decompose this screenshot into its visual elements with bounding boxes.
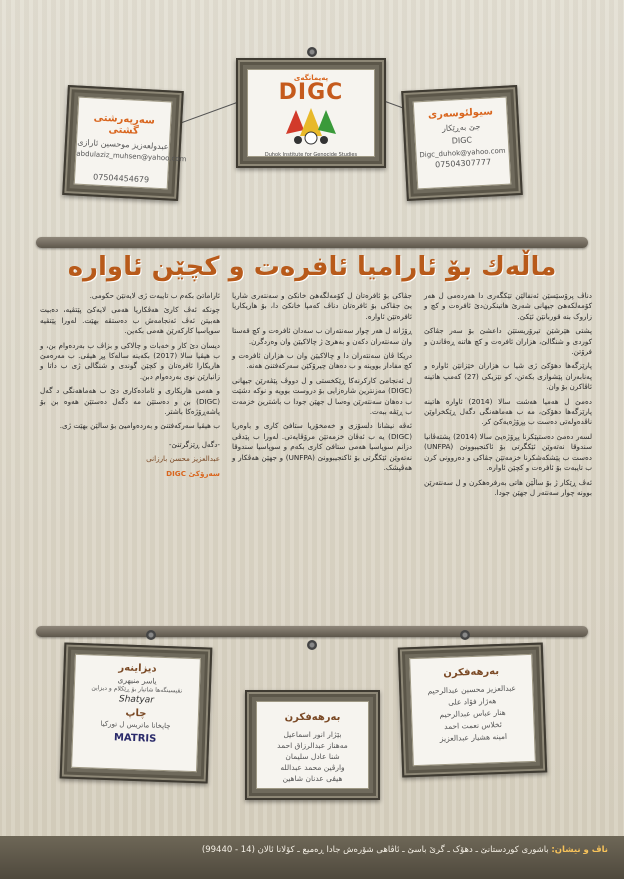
article-column-right (424, 291, 592, 611)
contact-frame-right (401, 85, 523, 201)
credit-line: هنار عباس عبدالرحیم (439, 707, 506, 720)
hook-icon (307, 47, 317, 57)
logo-small-text: پەیمانگەی (293, 74, 329, 82)
paragraph: ڕۆژانە ل هەر چوار سەنتەران ب سەدان ئافرەت و کچ قەستا وان سەنتەران دکەن و بەهرێ ژ چالاکیێن وان وەردگرن. (232, 326, 412, 346)
footer-label: ناڤ و نیشان: (551, 845, 608, 855)
credit-line: ئخلاس نعمت احمد (444, 719, 503, 731)
article-column-middle (232, 291, 412, 611)
logo-frame (236, 58, 386, 168)
credit-line: بێژار انور اسماعیل (283, 730, 342, 739)
paragraph: دریکا ڤان سەنتەران دا و چالاکیێن وان ب هزاران ئافرەت و کچ مفادار بووینە و ب دەهان چیرۆکێن سەرکەفتنێ هەنە. (232, 351, 412, 371)
footer-address (0, 845, 608, 855)
paragraph: ل ئەنجامێ کارکرنەکا ڕێکخستی و ل دووڤ پێڤەرێن جیهانی (DIGC) مەزنترین شارەزایی بۆ دروست بوویە و نوکە دشێت ب دەهان سەنتەرێن وەسا ل جهێن جودا ب باشترین خزمەت ب ڕێڤە ببەت. (232, 375, 412, 417)
paragraph: جڤاکی بۆ ئافرەتان ل کۆمەلگەهێ خانکێ و سەنتەری شاریا یێ جڤاکی بۆ ئافرەتان دناڤ کەمپا خانکێ دا، بۆ هاریکاریا ئافرەتێن ئاوارە. (232, 291, 412, 321)
supervisor-phone: 07504454679 (92, 172, 150, 185)
paragraph: ئەڤ ڕێکار ژ بۆ ساڵێن هاتی بەرفرەهکرن و ل سەنتەرێن بوونە چوار سەنتەر ل جهێن جودا. (424, 477, 592, 497)
divider-bar-bottom (36, 626, 588, 637)
paragraph: پشتی هێرشێن تیرۆریستێن داعشێ بۆ سەر جڤاکێ کوردی و شنگالێ، هزاران ئافرەت و کچ هاتنە ڕەڤاندن و فرۆتن. (424, 326, 592, 357)
credit-line: مەهناز عبدالرزاق احمد (277, 741, 348, 750)
paragraph: دەمێ ل هەمیا هەشت سالا (2014) ئاوارە هاتینە پارێزگەها دهۆکێ، مە ب هەماهەنگی دگەل ڕێکخراوێن ناڤدەولەتی دەست ب پڕۆژەیەکێ کر. (424, 396, 592, 427)
hook-icon (460, 630, 470, 640)
paragraph: ئەڤە نیشانا دلسۆزی و خەمخۆریا ستافێ کاری و باوەریا (DIGC) یە ب ئەڤان خزمەتێن مرۆڤایەتی. لەورا ب پێدڤی دزانم سوپاسیا هەمی ستافێ کاری بکەم و سوپاسیا سندوقا نەتەوێن ئێکگرتی بۆ ئاکنجیبوونێ (UNFPA) و جهێن هەڤکار و هەڤپشک. (232, 421, 412, 473)
credits-title: بەرهەفکرن (284, 712, 341, 723)
credit-line: وارڤین محمد عبدالله (280, 763, 345, 772)
signature-name: عبدالعزیز محسن بارزانی (146, 454, 220, 464)
credits-frame-right (398, 643, 547, 778)
printer-name: چاپخانا ماتریس ل تورکیا (100, 719, 171, 731)
credits-title: بەرهەفکرن (443, 666, 500, 679)
paragraph: ئاراماتێ بکەم ب تایبەت ژی لایەنێن حکومی. (89, 291, 220, 300)
editor-name: جێ بەڕێکار (441, 122, 481, 134)
paragraph: پارێزگەها دهۆکێ ژی شیا ب هزاران خێزانێن ئاوارە و پەنابەران پێشوازی بکەتن، کو نێزیکی (27) کەمپ هاتینە ئاڤاکرن بۆ وان. (424, 361, 592, 392)
signature-greeting: -دگەل ڕێزگرتنێ- (168, 439, 220, 449)
divider-bar-top (36, 237, 588, 248)
print-title: چاپ (125, 707, 147, 720)
credit-line: شنا عادل سلیمان (285, 752, 340, 761)
matris-logo: MATRIS (113, 732, 157, 745)
article-headline: ماڵەك بۆ ئاراميا ئافرەت و كچێن ئاوارە (67, 252, 557, 282)
supervisor-name: عبدولعەزیز موحسین ئارازی (77, 137, 169, 152)
paragraph: و هەمی هاریکاری و ئامادەکاری دێ ب هەماهەنگی د گەل (DIGC) بن و دەستێن مە دگەل دەستێن هەوە بن بۆ پاشەڕۆژەکا باشتر. (40, 386, 220, 417)
editor-email: Digc_duhok@yahoo.com (419, 146, 506, 160)
paragraph: لسەر دەمێ دەستپێکرنا پڕۆژەیێ سالا (2014) پشتەڤانیا سندوقا نەتەوێن ئێکگرتی بۆ ئاکنجیبوونێ (UNFPA) دەست ب پێشکەشکرنا خزمەتێن جڤاکی و دەروونی کرن ب تایبەت بۆ ئافرەت و کچێن ئاوارە. (424, 431, 593, 473)
editor-org: DIGC (451, 135, 473, 146)
paragraph: دناڤ پرۆسێسێن ئەنفالێن تێکگەری دا هەردەمی ل هەر کۆمەلکەهێ جیهانی شەرێ هاتینکرن‌دێ ئافرەت و کچ و زاروک بنە قوربانێن ئێکێ. (424, 291, 592, 321)
footer-address-text: باشوری کوردستانێ ـ دهۆک ـ گرێ باسێ ـ ئاڤاهی شۆرەش جادا ڕەمیع ـ کۆلانا ئالان (14 - 99440) (201, 845, 549, 855)
logo-title: DIGC (278, 80, 344, 105)
studio-logo: Shatyar (118, 694, 155, 706)
designer-title: دیزاینەر (118, 662, 157, 675)
supervisor-email: abdulaziz_muhsen@yahoo.com (76, 149, 187, 164)
logo-subtitle: Duhok Institute for Genocide Studies (264, 152, 358, 158)
designer-name: یاسر منیهری (117, 675, 157, 686)
paragraph: دیسان دێ کار و خەبات و چالاکی و بزاڤ ب بەردەوام بن، و ب هیڤیا سالا (2017) بکەینە سالەکا پڕ هیڤی. ب مەرەمێ هاریکارا ئافرەتان و کچێن گوندی و شنگالی ژی ب داتا و زانیارێن نوی بەردەوام دبن. (40, 340, 220, 381)
designer-subtitle: نڤیسینگەها شاتیار بۆ ڕێکلام و دیزاین (91, 684, 183, 695)
paragraph: ب هیڤیا سەرکەفتنێ و بەردەوامیێ بۆ سالێن بهێت ژی. (59, 421, 220, 431)
supervisor-title: سەرپەرشتی گشتی (93, 112, 156, 137)
credits-frame-middle (245, 690, 380, 800)
hook-icon (146, 630, 156, 640)
editor-phone: 07504307777 (434, 157, 492, 170)
credit-line: هەژار فۆاد علی (447, 696, 497, 707)
signature-role: سەرۆکێ DIGC (166, 468, 220, 478)
editor-title: سیولئوسەری (427, 106, 494, 121)
credits-frame-left (60, 642, 213, 783)
credit-line: عبدالعزیز محسین عبدالرحیم (427, 683, 517, 696)
contact-frame-left (62, 85, 187, 201)
digc-logo-icon (276, 106, 346, 148)
footer-bar (0, 836, 624, 879)
credit-line: امینە هشیار عبدالعزیز (439, 731, 508, 744)
credit-line: هیڤی عدنان شاهین (282, 774, 343, 783)
hook-icon (307, 640, 317, 650)
article-column-left (40, 291, 220, 611)
paragraph: چونکە ئەڤ کارێ هەڤکاریا هەمی لایەکێ پێتڤیە، دەبیت هەبیتن ئەڤ ئەنجامەش ب دەستڤە بهێت. لەورا پێتڤیە سوپاسیا کارکەرێن هەمی بکەین. (40, 305, 220, 336)
